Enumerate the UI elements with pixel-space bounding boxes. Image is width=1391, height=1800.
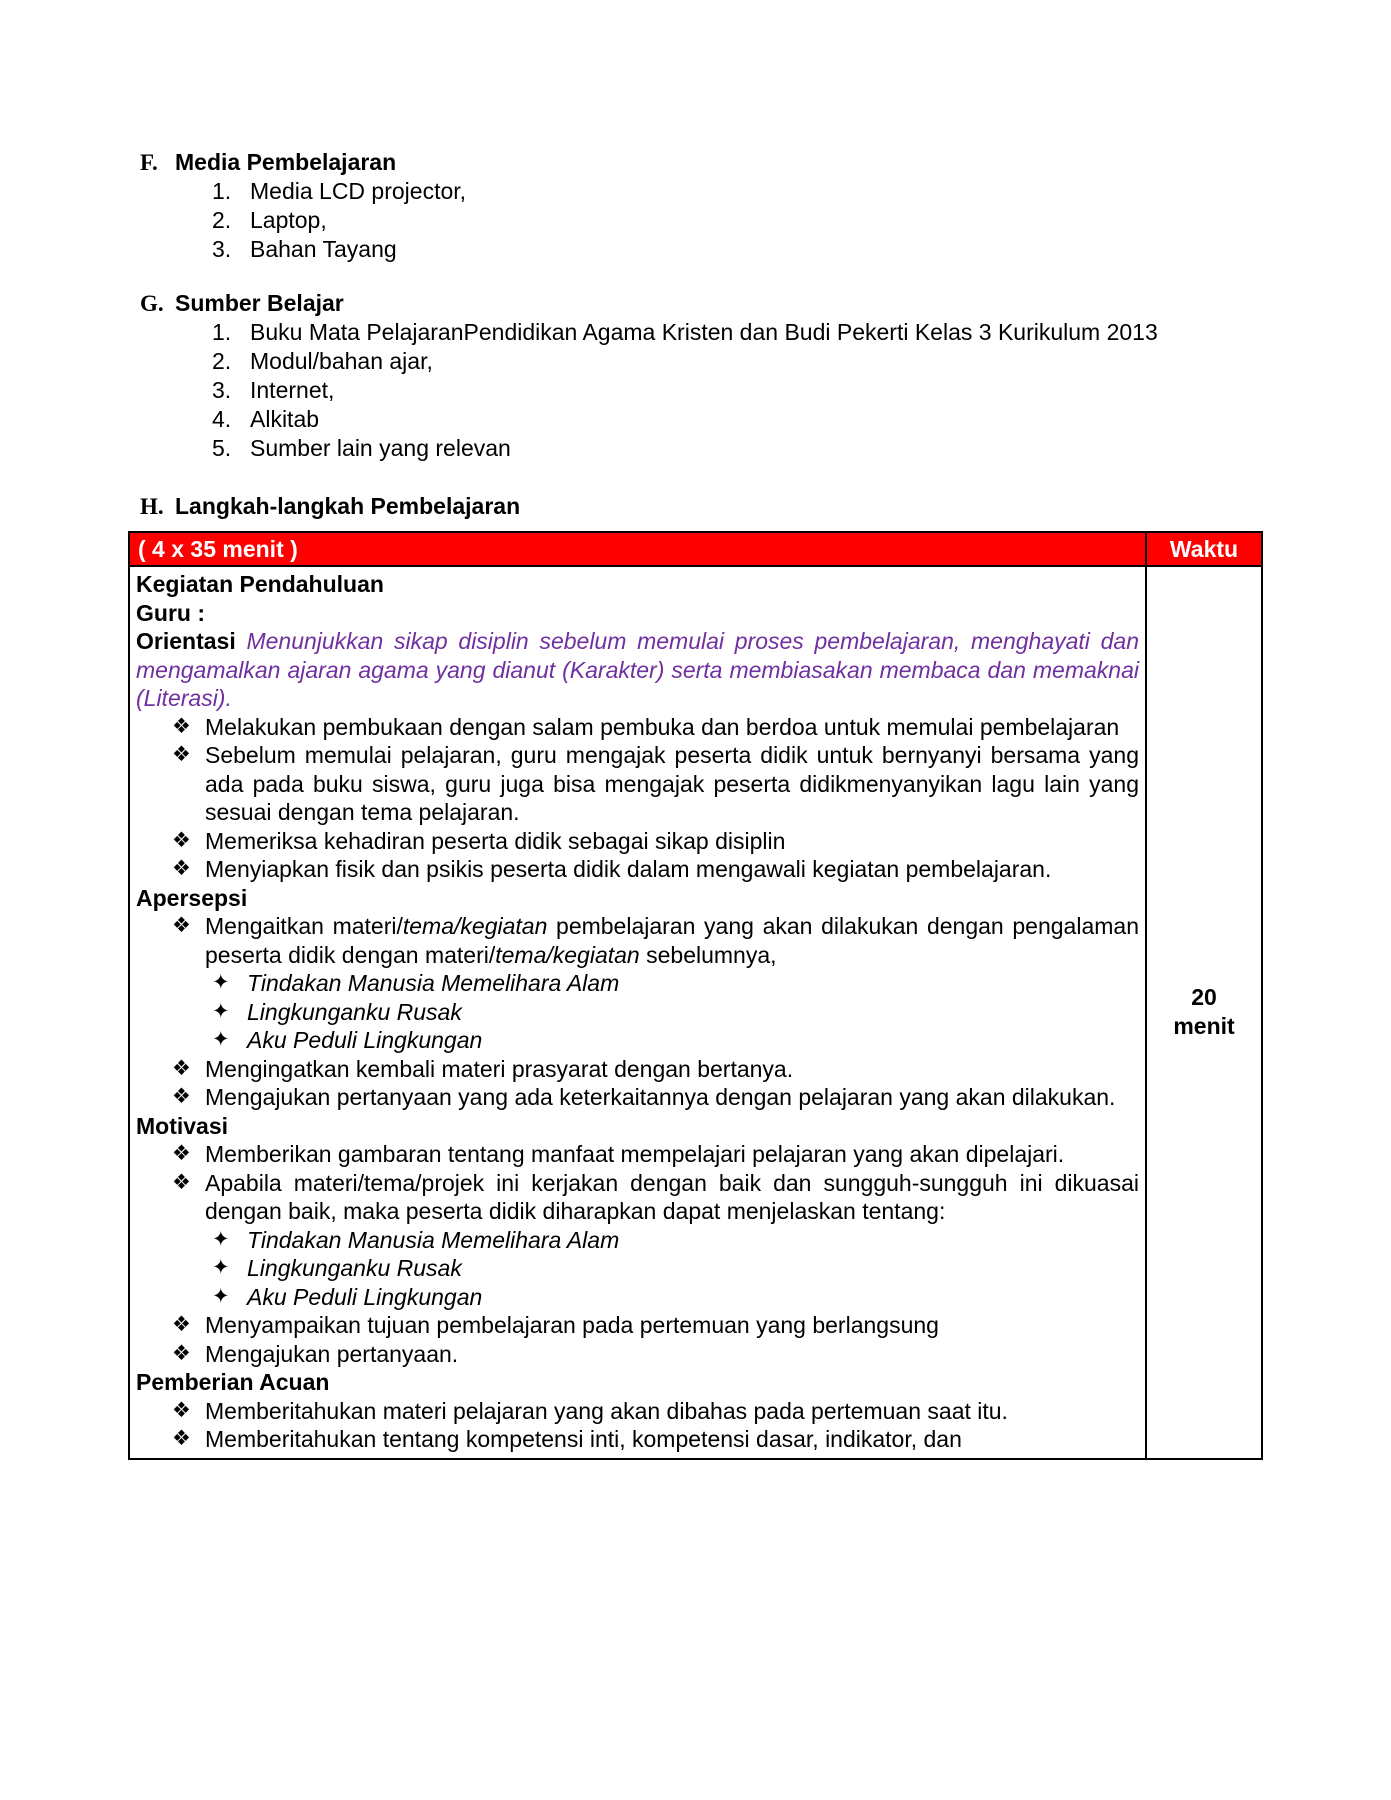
star-item-text: Aku Peduli Lingkungan: [247, 1027, 483, 1053]
list-item-text: Bahan Tayang: [250, 236, 397, 262]
section-g-title: Sumber Belajar: [175, 290, 344, 316]
text-run: Mengingatkan kembali materi prasyarat dengan bertanya.: [205, 1055, 794, 1082]
star-item: [212, 1283, 1139, 1312]
section-f-heading: [128, 148, 1263, 177]
star-bullet-icon: ✦: [212, 1227, 230, 1251]
star-item-text: Lingkunganku Rusak: [247, 998, 462, 1025]
section-f-letter: F.: [140, 150, 158, 175]
bullet-item: [136, 912, 1139, 969]
diamond-bullet-icon: ❖: [172, 1056, 191, 1080]
diamond-bullet-icon: ❖: [172, 1398, 191, 1422]
spacer: [128, 463, 1263, 492]
bullet-item-text: [205, 1140, 1139, 1169]
diamond-bullet-icon: ❖: [172, 714, 191, 738]
diamond-bullet-icon: ❖: [172, 828, 191, 852]
star-bullet-icon: ✦: [212, 1284, 230, 1308]
activity-heading: Pemberian Acuan: [136, 1369, 330, 1395]
bullet-item-text: [205, 912, 1139, 969]
list-number: 2.: [212, 348, 232, 374]
duration-header-cell: ( 4 x 35 menit ): [129, 532, 1146, 566]
diamond-bullet-icon: ❖: [172, 743, 191, 766]
bullet-item: [136, 855, 1139, 884]
lesson-steps-table: [128, 531, 1263, 1460]
bullet-item: [136, 1169, 1139, 1226]
bullet-item-text: [205, 741, 1139, 827]
spacer: [128, 264, 1263, 289]
text-run: Memberikan gambaran tentang manfaat mempelajari pelajaran yang akan dipelajari.: [205, 1141, 1065, 1167]
activity-heading: Kegiatan Pendahuluan: [136, 571, 384, 597]
orientation-label: Orientasi: [136, 628, 236, 654]
diamond-bullet-icon: ❖: [172, 1313, 191, 1336]
bullet-item: [136, 741, 1139, 827]
list-number: 3.: [212, 377, 232, 403]
diamond-bullet-icon: ❖: [172, 1427, 191, 1450]
list-item: [212, 206, 1263, 235]
text-run: sebelumnya,: [639, 941, 777, 968]
waktu-value-box: [1148, 983, 1260, 1041]
text-run: Apabila materi/tema/projek ini kerjakan dengan baik dan sungguh-sungguh ini dikuasai dengan baik, maka peserta didik diharapkan dapat menjelaskan tentang:: [205, 1169, 1139, 1224]
list-item: [212, 347, 1263, 376]
star-bullet-icon: ✦: [212, 999, 230, 1023]
bullet-item-text: [205, 1425, 1139, 1454]
table-body-row: [129, 566, 1262, 1459]
list-item-text: Modul/bahan ajar,: [250, 348, 433, 374]
star-item: [212, 998, 1139, 1027]
list-item: [212, 405, 1263, 434]
star-item: [212, 969, 1139, 998]
star-item-text: Tindakan Manusia Memelihara Alam: [247, 970, 620, 996]
section-f-list: [212, 177, 1263, 264]
activity-heading: Motivasi: [136, 1112, 229, 1139]
star-item-text: Tindakan Manusia Memelihara Alam: [247, 1226, 620, 1253]
text-run: Sebelum memulai pelajaran, guru mengajak peserta didik untuk bernyanyi bersama yang ada pada buku siswa, guru juga bisa mengajak peserta didikmenyanyikan lagu lain yang sesuai dengan tema pelajaran.: [205, 742, 1139, 825]
spacer: [128, 521, 1263, 531]
section-h-letter: H.: [140, 494, 164, 519]
star-item: [212, 1026, 1139, 1055]
orientation-note: Menunjukkan sikap disiplin sebelum memulai proses pembelajaran, menghayati dan mengamalkan ajaran agama yang dianut (Karakter) serta membiasakan membaca dan memaknai (Literasi).: [136, 628, 1139, 711]
list-item-text: Internet,: [250, 377, 335, 403]
bullet-item-text: [205, 1169, 1139, 1226]
diamond-bullet-icon: ❖: [172, 1341, 191, 1365]
list-item-text: Sumber lain yang relevan: [250, 435, 511, 461]
list-number: 1.: [212, 178, 232, 204]
bullet-item: [136, 1083, 1139, 1112]
diamond-bullet-icon: ❖: [172, 1170, 191, 1194]
bullet-item-text: [205, 855, 1139, 884]
bullet-item-text: [205, 1311, 1139, 1340]
text-run: Menyampaikan tujuan pembelajaran pada pertemuan yang berlangsung: [205, 1312, 939, 1338]
waktu-header-cell: Waktu: [1146, 532, 1262, 566]
bullet-item: [136, 1311, 1139, 1340]
text-run: Menyiapkan fisik dan psikis peserta didik dalam mengawali kegiatan pembelajaran.: [205, 856, 1052, 882]
text-run: Memeriksa kehadiran peserta didik sebagai sikap disiplin: [205, 827, 786, 854]
list-number: 1.: [212, 319, 232, 345]
star-bullet-icon: ✦: [212, 971, 230, 994]
text-run: Melakukan pembukaan dengan salam pembuka dan berdoa untuk memulai pembelajaran: [205, 713, 1120, 740]
text-run: Memberitahukan tentang kompetensi inti, kompetensi dasar, indikator, dan: [205, 1426, 962, 1452]
section-g-letter: G.: [140, 291, 164, 316]
diamond-bullet-icon: ❖: [172, 1085, 191, 1108]
text-run: Mengaitkan materi/: [205, 913, 403, 939]
activities-cell: [129, 566, 1146, 1459]
bullet-item: [136, 1425, 1139, 1454]
list-item-text: Alkitab: [250, 406, 320, 432]
diamond-bullet-icon: ❖: [172, 857, 191, 880]
star-item: [212, 1226, 1139, 1255]
bullet-item: [136, 1140, 1139, 1169]
list-item-text: Media LCD projector,: [250, 178, 467, 204]
waktu-cell: [1146, 566, 1262, 1459]
list-item-text: Laptop,: [250, 207, 327, 233]
list-number: 2.: [212, 207, 232, 233]
activity-heading: Guru :: [136, 599, 205, 626]
text-run: pembelajaran yang akan dilakukan dengan pengalaman peserta didik dengan materi/: [205, 913, 1139, 968]
section-g-heading: [128, 289, 1263, 318]
table-header-row: [129, 532, 1262, 566]
bullet-item: [136, 827, 1139, 856]
list-item: [212, 376, 1263, 405]
bullet-item-text: [205, 827, 1139, 856]
waktu-value: 20: [1191, 984, 1217, 1011]
bullet-item: [136, 713, 1139, 742]
orientation-paragraph: [136, 627, 1139, 713]
bullet-item-text: [205, 1340, 1139, 1369]
star-item-text: Lingkunganku Rusak: [247, 1255, 462, 1281]
star-item: [212, 1254, 1139, 1283]
list-item: [212, 318, 1263, 347]
text-run: Mengajukan pertanyaan yang ada keterkaitannya dengan pelajaran yang akan dilakukan.: [205, 1084, 1116, 1110]
list-number: 5.: [212, 435, 232, 461]
waktu-unit: menit: [1173, 1013, 1235, 1040]
bullet-item: [136, 1055, 1139, 1084]
text-run: tema/kegiatan: [495, 941, 640, 968]
list-number: 3.: [212, 236, 232, 262]
list-item: [212, 177, 1263, 206]
bullet-item-text: [205, 1055, 1139, 1084]
bullet-item-text: [205, 1397, 1139, 1426]
activity-heading: Apersepsi: [136, 884, 248, 911]
section-g-list: [212, 318, 1263, 463]
section-h-heading: [128, 492, 1263, 521]
star-bullet-icon: ✦: [212, 1256, 230, 1279]
star-bullet-icon: ✦: [212, 1028, 230, 1051]
bullet-item: [136, 1340, 1139, 1369]
list-item: [212, 434, 1263, 463]
bullet-item-text: [205, 713, 1139, 742]
text-run: Memberitahukan materi pelajaran yang akan dibahas pada pertemuan saat itu.: [205, 1397, 1008, 1424]
diamond-bullet-icon: ❖: [172, 914, 191, 937]
bullet-item: [136, 1397, 1139, 1426]
star-item-text: Aku Peduli Lingkungan: [247, 1283, 483, 1310]
section-h-title: Langkah-langkah Pembelajaran: [175, 493, 521, 519]
bullet-item-text: [205, 1083, 1139, 1112]
list-number: 4.: [212, 406, 232, 432]
text-run: Mengajukan pertanyaan.: [205, 1340, 459, 1367]
diamond-bullet-icon: ❖: [172, 1142, 191, 1165]
section-f-title: Media Pembelajaran: [175, 149, 397, 175]
text-run: tema/kegiatan: [402, 913, 548, 939]
list-item-text: Buku Mata PelajaranPendidikan Agama Kristen dan Budi Pekerti Kelas 3 Kurikulum 2013: [250, 319, 1158, 345]
list-item: [212, 235, 1263, 264]
